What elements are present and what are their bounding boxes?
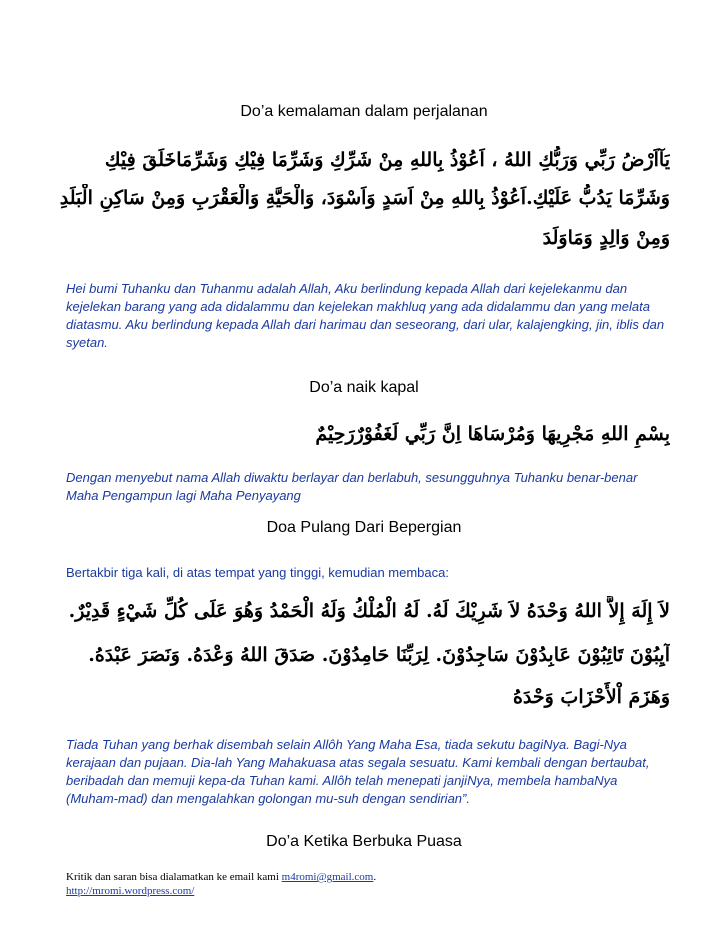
translation-returning-home: Tiada Tuhan yang berhak disembah selain Allôh Yang Maha Esa, tiada sekutu bagiNya. Bagi-Nya kerajaan dan pujaan. Dia-lah Yang Mahakuasa atas segala sesuatu. Kami kembali dengan bertaubat, beribadah dan memuji kepa-da Tuhan kami. Allôh telah menepati janjiNya, membela hambaNya (Muham-mad) dan mengalahkan golongan mu-suh dengan sendirian”. — [66, 737, 650, 806]
arabic-line: وَهَزَمَ اْلأَحْزَابَ وَحْدَهُ — [512, 686, 670, 708]
translation-boarding-ship: Dengan menyebut nama Allah diwaktu berlayar dan berlabuh, sesungguhnya Tuhanku benar-benar Maha Pengampun lagi Maha Penyayang — [66, 470, 638, 503]
footer — [66, 870, 666, 898]
arabic-line: بِسْمِ اللهِ مَجْرِيهَا وَمُرْسَاهَا اِنَّ رَبِّي لَغَفُوْرٌرَحِيْمٌ — [315, 423, 670, 445]
section-title-night-travel: Do’a kemalaman dalam perjalanan — [240, 103, 488, 120]
arabic-line: لاَ إِلَهَ إِلاَّ اللهُ وَحْدَهُ لاَ شَرِيْكَ لَهُ. لَهُ الْمُلْكُ وَلَهُ الْحَمْدُ وَهُوَ عَلَى كُلِّ شَيْءٍ قَدِيْرٌ. — [68, 600, 670, 622]
instruction-returning-home: Bertakbir tiga kali, di atas tempat yang tinggi, kemudian membaca: — [66, 565, 449, 580]
translation-night-travel: Hei bumi Tuhanku dan Tuhanmu adalah Allah, Aku berlindung kepada Allah dari kejelekanmu dan kejelekan barang yang ada didalammu dan kejelekan makhluq yang ada didalammu dan yang melata diatasmu. Aku berlindung kepada Allah dari harimau dan seseorang, dari ular, kalajengking, jin, iblis dan syetan. — [66, 281, 665, 350]
arabic-line: آيِبُوْنَ تَائِبُوْنَ عَابِدُوْنَ سَاجِدُوْنَ. لِرَبِّنَا حَامِدُوْنَ. صَدَقَ اللهُ وَعْدَهُ. وَنَصَرَ عَبْدَهُ. — [88, 644, 670, 666]
section-title-boarding-ship: Do’a naik kapal — [309, 379, 419, 396]
arabic-line: وَمِنْ وَالِدٍ وَمَاوَلَدَ — [542, 227, 670, 249]
arabic-line: وَشَرِّمَا يَدُبُّ عَلَيْكِ.اَعُوْذُ بِاللهِ مِنْ اَسَدٍ وَاَسْوَدَ، وَالْحَيَّةِ وَالْعَقْرَبِ وَمِنْ سَاكِنِ الْبَلَدِ — [59, 187, 670, 209]
footer-email-link[interactable]: m4romi@gmail.com — [281, 871, 374, 883]
footer-url-link[interactable]: http://mromi.wordpress.com/ — [66, 885, 195, 897]
footer-text: Kritik dan saran bisa dialamatkan ke email kami — [66, 871, 282, 883]
footer-period: . — [373, 871, 377, 883]
arabic-line: يَآاَرْضُ رَبِّي وَرَبُّكِ اللهُ ، اَعُوْذُ بِاللهِ مِنْ شَرِّكِ وَشَرِّمَا فِيْكِ وَشَرِّمَاخَلَقَ فِيْكِ — [104, 149, 670, 171]
section-title-breaking-fast: Do’a Ketika Berbuka Puasa — [266, 833, 462, 850]
section-title-returning-home: Doa Pulang Dari Bepergian — [266, 519, 462, 536]
